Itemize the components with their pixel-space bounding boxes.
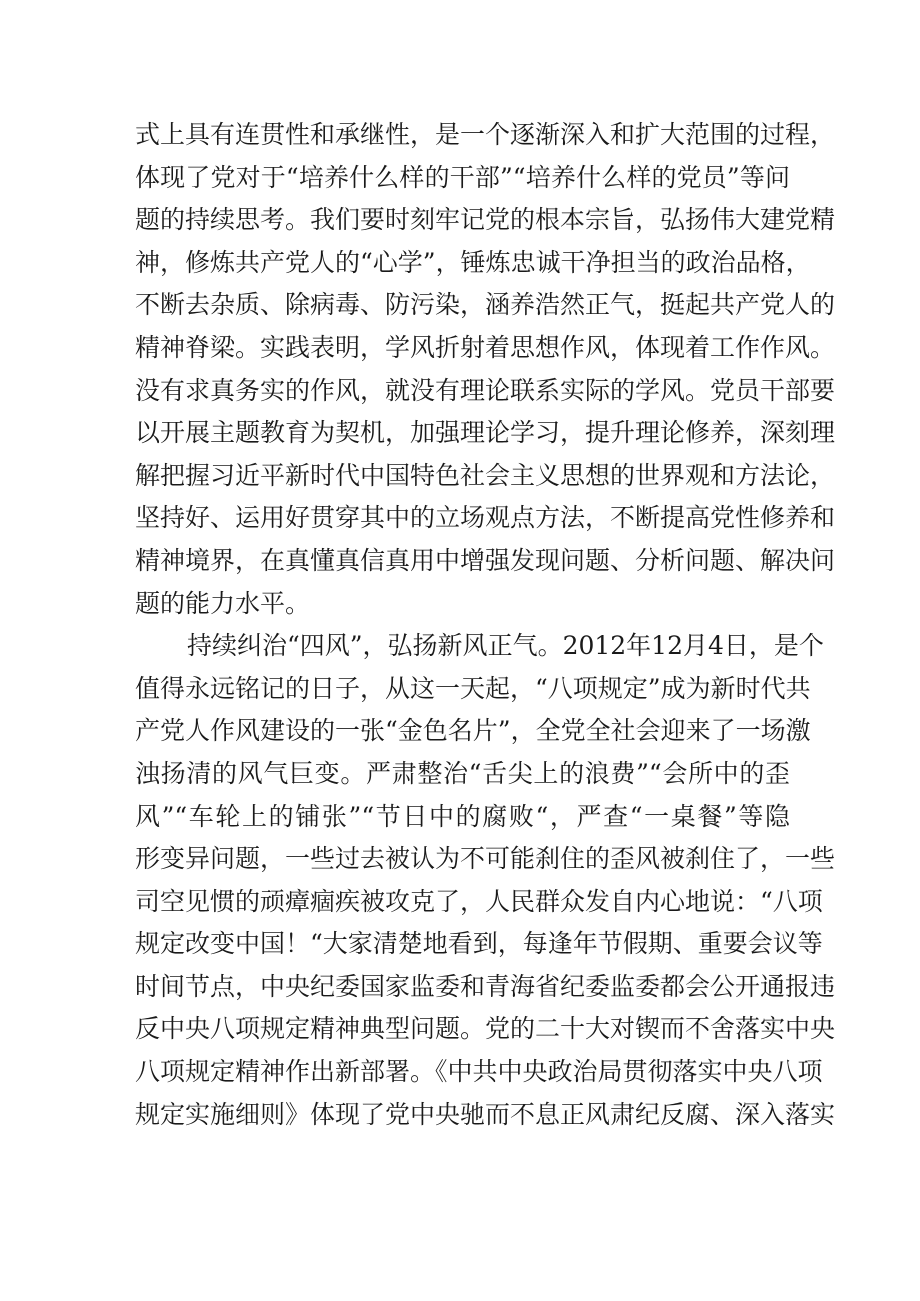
text-line: 体现了党对于“培养什么样的干部”“培养什么样的党员”等问	[135, 162, 790, 192]
paragraph-2	[135, 625, 836, 1136]
text-line: 浊扬清的风气巨变。严肃整治“舌尖上的浪费”“会所中的歪	[135, 758, 790, 788]
text-line: 时间节点，中央纪委国家监委和青海省纪委监委都会公开通报违	[135, 971, 836, 1001]
text-line: 式上具有连贯性和承继性，是一个逐渐深入和扩大范围的过程，	[135, 120, 836, 149]
body-text	[135, 114, 836, 1136]
text-line: 不断去杂质、除病毒、防污染，涵养浩然正气，挺起共产党人的	[135, 290, 836, 320]
text-line: 值得永远铭记的日子，从这一天起，“八项规定”成为新时代共	[135, 673, 811, 703]
text-line: 形变异问题，一些过去被认为不可能刹住的歪风被刹住了，一些	[135, 844, 836, 874]
text-line: 精神境界，在真懂真信真用中增强发现问题、分析问题、解决问	[135, 545, 836, 575]
text-line: 持续纠治“四风”，弘扬新风正气。2012年12月4日，是个	[187, 631, 824, 661]
text-line: 以开展主题教育为契机，加强理论学习，提升理论修养，深刻理	[135, 418, 836, 448]
text-line: 产党人作风建设的一张“金色名片”，全党全社会迎来了一场激	[135, 716, 811, 746]
text-line: 题的持续思考。我们要时刻牢记党的根本宗旨，弘扬伟大建党精	[135, 205, 836, 235]
paragraph-1	[135, 114, 836, 625]
text-line: 风”“车轮上的铺张”“节日中的腐败“，严查“一桌餐”等隐	[135, 801, 790, 831]
text-line: 规定实施细则》体现了党中央驰而不息正风肃纪反腐、深入落实	[135, 1099, 836, 1129]
text-line: 规定改变中国！“大家清楚地看到，每逢年节假期、重要会议等	[135, 929, 823, 959]
text-line: 神，修炼共产党人的“心学”，锤炼忠诚干净担当的政治品格，	[135, 247, 811, 277]
text-line: 反中央八项规定精神典型问题。党的二十大对锲而不舍落实中央	[135, 1014, 836, 1044]
text-line: 精神脊梁。实践表明，学风折射着思想作风，体现着工作作风。	[135, 332, 836, 362]
text-line: 题的能力水平。	[135, 588, 311, 618]
text-line: 司空见惯的顽瘴痼疾被攻克了，人民群众发自内心地说：“八项	[135, 886, 823, 916]
text-line: 八项规定精神作出新部署。《中共中央政治局贯彻落实中央八项	[135, 1057, 823, 1087]
text-line: 解把握习近平新时代中国特色社会主义思想的世界观和方法论，	[135, 460, 836, 490]
text-line: 坚持好、运用好贯穿其中的立场观点方法，不断提高党性修养和	[135, 503, 836, 533]
text-line: 没有求真务实的作风，就没有理论联系实际的学风。党员干部要	[135, 375, 836, 405]
